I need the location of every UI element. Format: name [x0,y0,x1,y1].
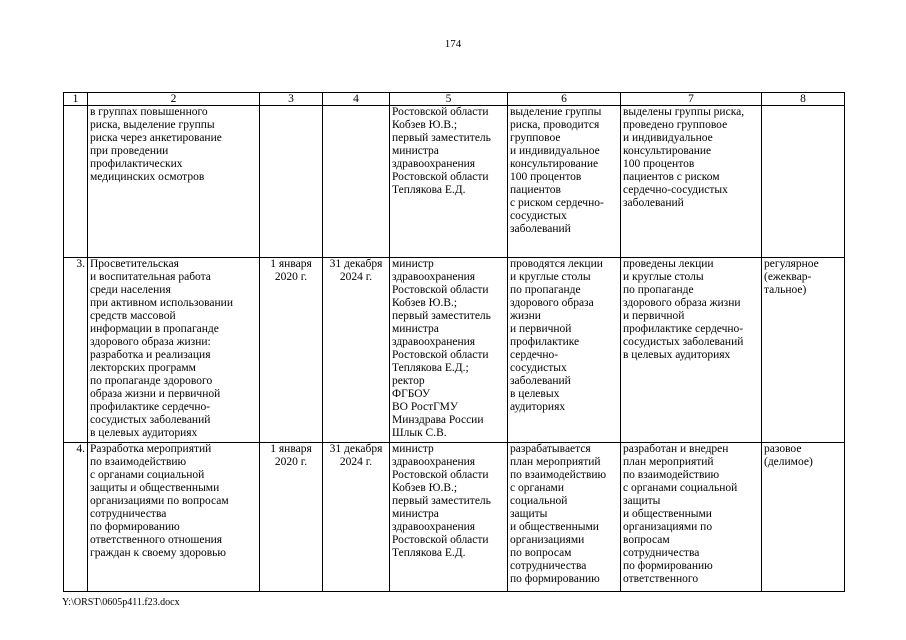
start-date: 1 января 2020 г. [260,258,323,443]
measure-description: Разработка мероприятий по взаимодействию с органами социальной защиты и общественными организациями по вопросам сотрудничества по формированию ответственного отношения граждан к своему здоровью [88,443,260,592]
col-number-5: 5 [390,93,508,106]
start-date [260,106,323,258]
responsible-persons: министр здравоохранения Ростовской области Кобзев Ю.В.; первый заместитель министра здравоохранения Ростовской области Теплякова Е.Д. [390,443,508,592]
row-number [64,106,88,258]
responsible-persons: министр здравоохранения Ростовской области Кобзев Ю.В.; первый заместитель министра здравоохранения Ростовской области Теплякова Е.Д.; ректор ФГБОУ ВО РостГМУ Минздрава России Шлык С.В. [390,258,508,443]
col-number-3: 3 [260,93,323,106]
control-period [762,106,845,258]
col-number-6: 6 [508,93,621,106]
achieved-result: проведены лекции и круглые столы по пропаганде здорового образа жизни и первичной профилактике сердечно- сосудистых заболеваний в целевых аудиториях [621,258,762,443]
col-number-8: 8 [762,93,845,106]
table-row [64,106,845,258]
measure-description: в группах повышенного риска, выделение группы риска через анкетирование при проведении профилактических медицинских осмотров [88,106,260,258]
achieved-result: разработан и внедрен план мероприятий по взаимодействию с органами социальной защиты и общественными организациями по вопросам сотрудничества по формированию ответственного [621,443,762,592]
col-number-1: 1 [64,93,88,106]
page-number: 174 [444,38,462,50]
start-date: 1 января 2020 г. [260,443,323,592]
planned-result: выделение группы риска, проводится групповое и индивидуальное консультирование 100 процентов пациентов с риском сердечно- сосудистых заболеваний [508,106,621,258]
control-period: регулярное (ежеквар- тальное) [762,258,845,443]
table-row [64,258,845,443]
responsible-persons: Ростовской области Кобзев Ю.В.; первый заместитель министра здравоохранения Ростовской области Теплякова Е.Д. [390,106,508,258]
planned-result: разрабатывается план мероприятий по взаимодействию с органами социальной защиты и общественными организациями по вопросам сотрудничества по формированию [508,443,621,592]
end-date [323,106,390,258]
measure-description: Просветительская и воспитательная работа среди населения при активном использовании средств массовой информации в пропаганде здорового образа жизни: разработка и реализация лекторских программ по пропаганде здорового образа жизни и первичной профилактике сердечно- сосудистых заболеваний в целевых аудиториях [88,258,260,443]
col-number-7: 7 [621,93,762,106]
row-number: 4. [64,443,88,592]
end-date: 31 декабря 2024 г. [323,258,390,443]
control-period: разовое (делимое) [762,443,845,592]
table-row [64,443,845,592]
file-path-footer: Y:\ORST\0605p411.f23.docx [62,597,180,608]
measures-table [63,92,845,592]
col-number-4: 4 [323,93,390,106]
col-number-2: 2 [88,93,260,106]
row-number: 3. [64,258,88,443]
column-number-row [64,93,845,106]
end-date: 31 декабря 2024 г. [323,443,390,592]
achieved-result: выделены группы риска, проведено групповое и индивидуальное консультирование 100 процентов пациентов с риском сердечно-сосудистых заболеваний [621,106,762,258]
planned-result: проводятся лекции и круглые столы по пропаганде здорового образа жизни и первичной профилактике сердечно- сосудистых заболеваний в целевых аудиториях [508,258,621,443]
